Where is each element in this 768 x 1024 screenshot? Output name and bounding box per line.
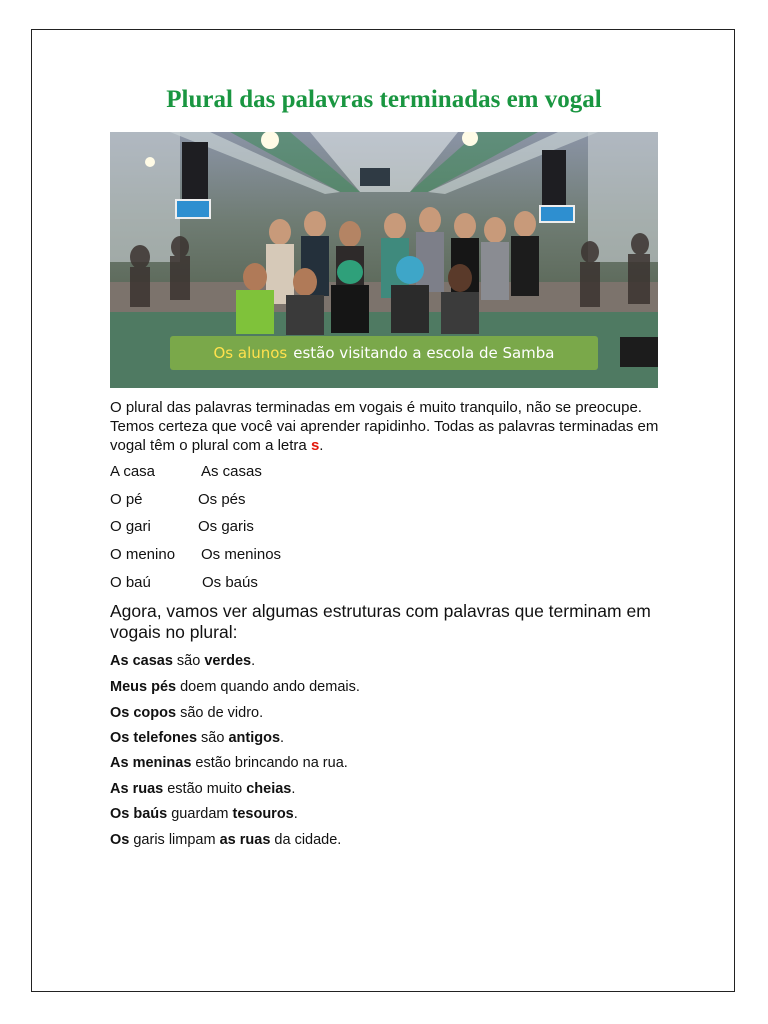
sentence-text: guardam	[167, 806, 233, 822]
section-intro: Agora, vamos ver algumas estruturas com palavras que terminam em vogais no plural:	[110, 601, 651, 642]
bold-word: cheias	[246, 781, 292, 797]
bold-word: Os copos	[110, 705, 177, 721]
singular-word: O pé	[110, 491, 143, 508]
example-sentence	[110, 832, 341, 848]
sentence-text: da cidade.	[270, 832, 342, 848]
bold-word: verdes	[204, 653, 252, 669]
sentence-text: .	[280, 730, 285, 746]
sentence-text: estão brincando na rua.	[191, 755, 348, 771]
sentence-text: estão muito	[163, 781, 247, 797]
group-photo	[110, 132, 658, 388]
caption-text: estão visitando a escola de Samba	[293, 344, 555, 362]
bold-word: As meninas	[110, 755, 192, 771]
singular-word: A casa	[110, 463, 156, 480]
example-sentence	[110, 730, 284, 746]
sentence-text: são de vidro.	[176, 705, 264, 721]
bold-word: Os telefones	[110, 730, 198, 746]
plural-word: Os meninos	[201, 546, 282, 563]
sentence-text: são	[172, 653, 205, 669]
bold-word: As ruas	[110, 781, 164, 797]
caption-highlight: Os alunos	[213, 344, 288, 362]
bold-word: as ruas	[219, 832, 271, 848]
sentence-text: .	[293, 806, 298, 822]
sentence-text: doem quando ando demais.	[176, 679, 360, 695]
singular-word: O baú	[110, 574, 151, 591]
bold-word: As casas	[110, 653, 173, 669]
paragraph-end: .	[319, 437, 324, 454]
sentence-text: garis limpam	[129, 832, 220, 848]
intro-paragraph	[110, 398, 660, 455]
plural-word: Os baús	[202, 574, 258, 591]
bold-word: tesouros	[232, 806, 294, 822]
example-sentence	[110, 806, 298, 822]
singular-word: O menino	[110, 546, 176, 563]
paragraph-text: O plural das palavras terminadas em vogais é muito tranquilo, não se preocupe. Temos certeza que você vai aprender rapidinho. Todas as palavras terminadas em vogal têm o plural com a letra	[110, 399, 659, 454]
bold-word: Os	[110, 832, 130, 848]
example-sentence	[110, 705, 263, 721]
plural-word: Os pés	[198, 491, 246, 508]
singular-word: O gari	[110, 518, 151, 535]
highlight-letter: s	[310, 437, 320, 454]
sentence-text: .	[251, 653, 256, 669]
sentence-text: .	[291, 781, 296, 797]
example-sentence	[110, 781, 295, 797]
plural-word: As casas	[201, 463, 262, 480]
bold-word: antigos	[228, 730, 281, 746]
page-title: Plural das palavras terminadas em vogal	[166, 86, 602, 113]
sentence-text: são	[197, 730, 229, 746]
plural-word: Os garis	[198, 518, 254, 535]
photo-caption	[170, 336, 598, 370]
example-sentence	[110, 755, 348, 771]
bold-word: Os baús	[110, 806, 168, 822]
example-sentence	[110, 679, 360, 695]
bold-word: Meus pés	[110, 679, 177, 695]
example-sentence	[110, 653, 255, 669]
